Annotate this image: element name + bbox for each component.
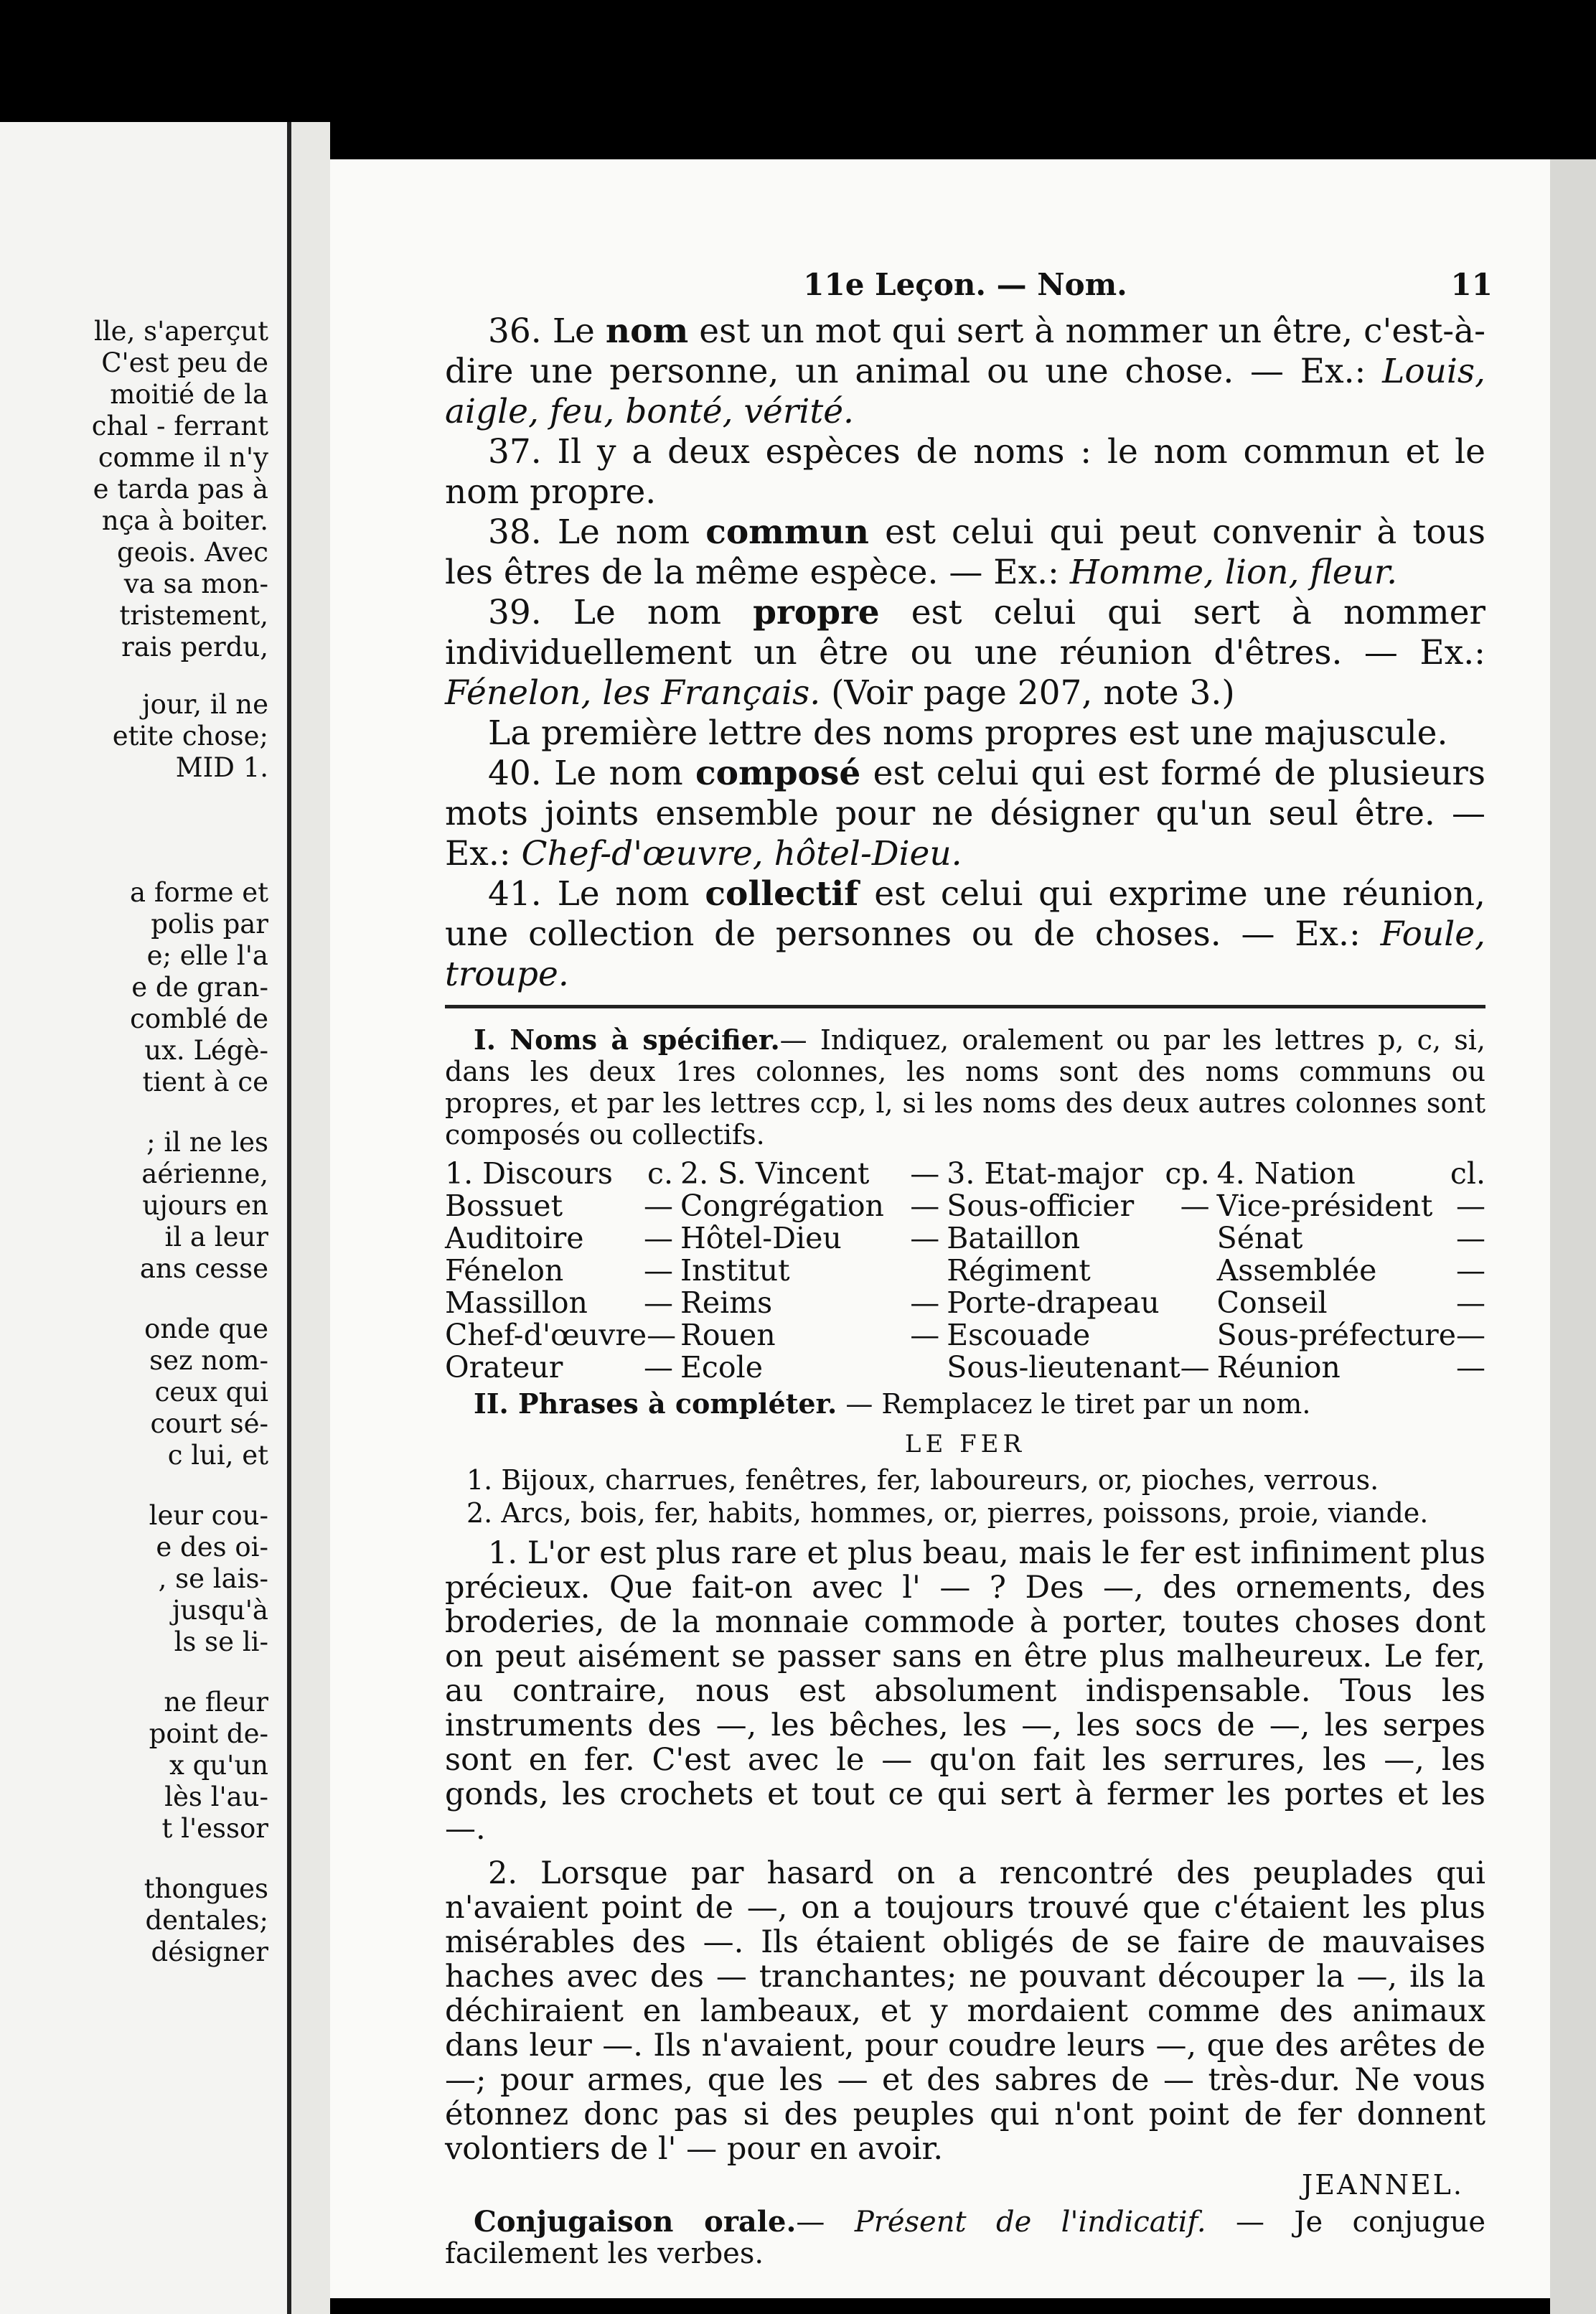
left-page-line: thongues bbox=[144, 1873, 268, 1904]
left-page-line: chal - ferrant bbox=[91, 411, 268, 441]
exercise-word-mark: — bbox=[1180, 1350, 1210, 1385]
exercise-word-mark: — bbox=[910, 1156, 940, 1191]
exercise-word bbox=[947, 1287, 1209, 1319]
section-divider bbox=[445, 1005, 1485, 1008]
exercise-word-mark: — bbox=[910, 1221, 940, 1255]
exercise-word-mark: — bbox=[1456, 1221, 1485, 1255]
page-header bbox=[445, 267, 1493, 312]
exercise-word bbox=[1217, 1352, 1485, 1384]
rule-36: 36. Le nom est un mot qui sert à nommer un être, c'est-à-dire une personne, un animal ou une chose. — Ex.: Louis, aigle, feu, bonté, vérité. bbox=[445, 312, 1485, 431]
exercise-word-text: Fénelon bbox=[445, 1253, 564, 1288]
exercise-word-mark: c. bbox=[647, 1156, 673, 1191]
exercise-word-text: Hôtel-Dieu bbox=[680, 1221, 842, 1255]
exercise-word bbox=[947, 1255, 1209, 1287]
exercise-word-mark: — bbox=[644, 1189, 673, 1223]
exercise-word-text: Sénat bbox=[1216, 1221, 1303, 1255]
left-page-line: ; il ne les bbox=[146, 1127, 268, 1158]
exercise-word bbox=[947, 1190, 1209, 1222]
exercise-word bbox=[680, 1158, 939, 1190]
column-1 bbox=[445, 1156, 677, 1385]
exercise-word-text: Orateur bbox=[445, 1350, 563, 1385]
exercise-word-text: Chef-d'œuvre bbox=[445, 1318, 647, 1352]
exercise-word bbox=[445, 1318, 677, 1352]
left-page-line: lès l'au- bbox=[164, 1781, 268, 1812]
left-page-line: ceux qui bbox=[154, 1377, 268, 1407]
exercise-2-subtitle: LE FER bbox=[904, 1430, 1026, 1458]
exercise-word-text: Porte-drapeau bbox=[947, 1285, 1160, 1320]
exercise-2-paragraph-2: 2. Lorsque par hasard on a rencontré des peuplades qui n'avaient point de —, on a toujours trouvé que c'étaient les plus misérables des —. Ils étaient obligés de se faire de mauvaises haches avec des — tranchantes; ne pouvant découper la —, ils la déchiraient en lambeaux, et y mordaient comme des animaux dans leur —. Ils n'avaient, pour coudre leurs —, que des arêtes de —; pour armes, que les — et des sabres de — très-dur. Ne vous étonnez donc pas si des peuples qui n'ont point de fer donnent volontiers de l' — pour en avoir. bbox=[445, 1855, 1485, 2167]
left-page-line: tient à ce bbox=[142, 1067, 268, 1097]
exercise-word-text: 2. S. Vincent bbox=[680, 1156, 870, 1191]
exercise-word bbox=[1217, 1158, 1485, 1190]
conjugation-instruction: Conjugaison orale.— Présent de l'indicatif. — Je conjugue facilement les verbes. bbox=[445, 2205, 1485, 2270]
exercise-word-text: Assemblée bbox=[1216, 1253, 1377, 1288]
exercise-word-mark: — bbox=[647, 1318, 677, 1352]
left-page-line: court sé- bbox=[150, 1408, 268, 1439]
word-list-2: 2. Arcs, bois, fer, habits, hommes, or, pierres, poissons, proie, viande. bbox=[466, 1497, 1429, 1529]
rule-39-note: La première lettre des noms propres est une majuscule. bbox=[488, 713, 1448, 753]
exercise-word-text: Congrégation bbox=[680, 1189, 884, 1223]
exercise-word bbox=[947, 1158, 1209, 1190]
exercise-word-text: Vice-président bbox=[1216, 1189, 1433, 1223]
exercise-word-mark: — bbox=[1456, 1285, 1485, 1320]
exercise-word-text: Reims bbox=[680, 1285, 773, 1320]
left-page-line: ne fleur bbox=[164, 1687, 268, 1718]
exercise-word-text: Sous-lieutenant bbox=[947, 1350, 1180, 1385]
left-page-line: tristement, bbox=[119, 600, 268, 631]
exercise-word-text: Sous-officier bbox=[947, 1189, 1135, 1223]
left-page-line: leur cou- bbox=[149, 1500, 268, 1531]
exercise-word-mark: cp. bbox=[1165, 1156, 1210, 1191]
exercise-word bbox=[680, 1287, 939, 1319]
exercise-word-text: Ecole bbox=[680, 1350, 763, 1385]
exercise-word-text: Réunion bbox=[1216, 1350, 1341, 1385]
exercise-word bbox=[947, 1352, 1209, 1384]
exercise-word-mark: — bbox=[644, 1221, 673, 1255]
exercise-word-mark: — bbox=[1456, 1189, 1485, 1223]
left-page-line: etite chose; bbox=[112, 721, 268, 751]
left-page-line: e; elle l'a bbox=[146, 940, 268, 971]
left-page-line: ujours en bbox=[142, 1190, 268, 1221]
exercise-word bbox=[947, 1222, 1209, 1255]
exercise-word bbox=[680, 1222, 939, 1255]
left-page-line: nça à boiter. bbox=[101, 505, 268, 536]
column-4 bbox=[1217, 1158, 1485, 1384]
exercise-word-text: 4. Nation bbox=[1216, 1156, 1356, 1191]
left-page-line: polis par bbox=[151, 909, 268, 940]
left-page-line: comblé de bbox=[130, 1003, 268, 1034]
left-page-line: rais perdu, bbox=[121, 632, 268, 662]
exercise-word-text: Massillon bbox=[445, 1285, 588, 1320]
left-page-line: sez nom- bbox=[149, 1345, 268, 1376]
left-page-line: il a leur bbox=[164, 1222, 268, 1252]
exercise-word bbox=[680, 1190, 939, 1222]
exercise-word-text: Sous-préfecture bbox=[1216, 1318, 1456, 1352]
exercise-word-text: 3. Etat-major bbox=[947, 1156, 1143, 1191]
exercise-word bbox=[445, 1222, 673, 1255]
exercise-word-text: 1. Discours bbox=[445, 1156, 613, 1191]
exercise-word-mark: — bbox=[1456, 1253, 1485, 1288]
left-page-line: e de gran- bbox=[131, 972, 268, 1003]
exercise-word-text: Bossuet bbox=[445, 1189, 563, 1223]
left-page-line: e des oi- bbox=[156, 1532, 268, 1563]
column-3 bbox=[947, 1158, 1209, 1384]
exercise-word-text: Institut bbox=[680, 1253, 790, 1288]
left-page-line: désigner bbox=[151, 1936, 268, 1967]
left-page-line: x qu'un bbox=[169, 1750, 268, 1781]
left-page-line: point de- bbox=[149, 1718, 268, 1749]
exercise-word-mark: cl. bbox=[1450, 1156, 1485, 1191]
exercise-word-mark: — bbox=[910, 1189, 940, 1223]
exercise-word-text: Auditoire bbox=[445, 1221, 584, 1255]
exercise-word-mark: — bbox=[1456, 1350, 1485, 1385]
main-page bbox=[330, 159, 1550, 2298]
exercise-word bbox=[445, 1190, 673, 1222]
left-page-line: MID 1. bbox=[175, 752, 268, 783]
exercise-word bbox=[1217, 1222, 1485, 1255]
rule-41: 41. Le nom collectif est celui qui exprime une réunion, une collection de personnes ou de choses. — Ex.: Foule, troupe. bbox=[445, 874, 1485, 994]
page-number: 11 bbox=[1450, 267, 1493, 302]
exercise-word bbox=[1217, 1287, 1485, 1319]
exercise-word-mark: — bbox=[910, 1285, 940, 1320]
exercise-word-text: Régiment bbox=[947, 1253, 1091, 1288]
exercise-word bbox=[1217, 1319, 1485, 1352]
left-page-line: moitié de la bbox=[110, 379, 268, 410]
left-page-line: jour, il ne bbox=[142, 689, 268, 720]
exercise-word bbox=[680, 1352, 939, 1384]
left-page-line: C'est peu de bbox=[101, 347, 268, 378]
exercise-word bbox=[680, 1255, 939, 1287]
exercise-word bbox=[1217, 1255, 1485, 1287]
left-page-line: lle, s'aperçut bbox=[94, 316, 268, 347]
left-page-line: ans cesse bbox=[139, 1253, 268, 1284]
exercise-word-mark: — bbox=[1180, 1189, 1210, 1223]
exercise-word bbox=[1217, 1190, 1485, 1222]
left-page-line: geois. Avec bbox=[117, 537, 268, 568]
exercise-word-text: Bataillon bbox=[947, 1221, 1081, 1255]
left-page-line: comme il n'y bbox=[98, 442, 268, 473]
rule-37: 37. Il y a deux espèces de noms : le nom commun et le nom propre. bbox=[445, 432, 1485, 512]
column-2 bbox=[680, 1158, 939, 1384]
exercise-word bbox=[445, 1287, 673, 1319]
left-page-line: aérienne, bbox=[141, 1158, 268, 1189]
rule-39: 39. Le nom propre est celui qui sert à nommer individuellement un être ou une réunion d'êtres. — Ex.: Fénelon, les Français. (Voir page 207, note 3.) bbox=[445, 593, 1485, 713]
rule-40: 40. Le nom composé est celui qui est formé de plusieurs mots joints ensemble pour ne désigner qu'un seul être. — Ex.: Chef-d'œuvre, hôtel-Dieu. bbox=[445, 754, 1485, 873]
exercise-word-text: Conseil bbox=[1216, 1285, 1328, 1320]
left-page-line: ls se li- bbox=[174, 1626, 268, 1657]
exercise-2-paragraph-1: 1. L'or est plus rare et plus beau, mais le fer est infiniment plus précieux. Que fait-on avec l' — ? Des —, des ornements, des broderies, de la monnaie commode à porter, toutes choses dont on peut aisément se passer sans en être plus malheureux. Le fer, au contraire, nous est absolument indispensable. Tous les instruments des —, les bêches, les —, les socs de —, les serpes sont en fer. C'est avec le — qu'on fait les serrures, les —, les gonds, les crochets et tout ce qui sert à fermer les portes et les —. bbox=[445, 1535, 1485, 1847]
exercise-word bbox=[445, 1352, 673, 1384]
exercise-word-mark: — bbox=[644, 1350, 673, 1385]
word-list-1: 1. Bijoux, charrues, fenêtres, fer, laboureurs, or, pioches, verrous. bbox=[466, 1464, 1379, 1496]
left-page-line: va sa mon- bbox=[123, 568, 268, 599]
left-page-line: t l'essor bbox=[161, 1813, 268, 1844]
left-page-fragment bbox=[0, 122, 291, 2314]
exercise-word bbox=[680, 1319, 939, 1352]
left-page-line: a forme et bbox=[130, 877, 268, 908]
exercise-word-mark: — bbox=[644, 1253, 673, 1288]
author-signature: JEANNEL. bbox=[1302, 2169, 1464, 2201]
left-page-line: e tarda pas à bbox=[93, 474, 268, 505]
exercise-word-mark: — bbox=[644, 1285, 673, 1320]
left-page-line: dentales; bbox=[145, 1905, 268, 1936]
left-page-line: c lui, et bbox=[167, 1440, 268, 1471]
rule-38: 38. Le nom commun est celui qui peut convenir à tous les êtres de la même espèce. — Ex.: Homme, lion, fleur. bbox=[445, 512, 1486, 592]
exercise-word bbox=[445, 1255, 673, 1287]
page-edge bbox=[1550, 159, 1596, 2314]
exercise-1-columns bbox=[445, 1158, 1485, 1384]
exercise-word bbox=[445, 1158, 673, 1190]
lesson-title: 11e Leçon. — Nom. bbox=[803, 267, 1127, 302]
page-content bbox=[445, 267, 1493, 2270]
exercise-word-mark: — bbox=[910, 1318, 940, 1352]
left-page-line: , se lais- bbox=[158, 1563, 268, 1594]
exercise-word-mark: — bbox=[1456, 1318, 1485, 1352]
exercise-word bbox=[947, 1319, 1209, 1352]
exercise-word-text: Escouade bbox=[947, 1318, 1091, 1352]
left-page-line: onde que bbox=[144, 1313, 268, 1344]
exercise-word-text: Rouen bbox=[680, 1318, 776, 1352]
exercise-2-heading: II. Phrases à compléter. — Remplacez le tiret par un nom. bbox=[474, 1387, 1311, 1420]
exercise-1-instructions: I. Noms à spécifier.— Indiquez, oralement ou par les lettres p, c, si, dans les deux 1res colonnes, les noms sont des noms communs ou propres, et par les lettres ccp, l, si les noms des deux autres colonnes sont composés ou collectifs. bbox=[445, 1024, 1485, 1151]
left-page-line: jusqu'à bbox=[172, 1595, 268, 1626]
left-page-line: ux. Légè- bbox=[144, 1035, 268, 1066]
book-gutter bbox=[291, 122, 330, 2314]
